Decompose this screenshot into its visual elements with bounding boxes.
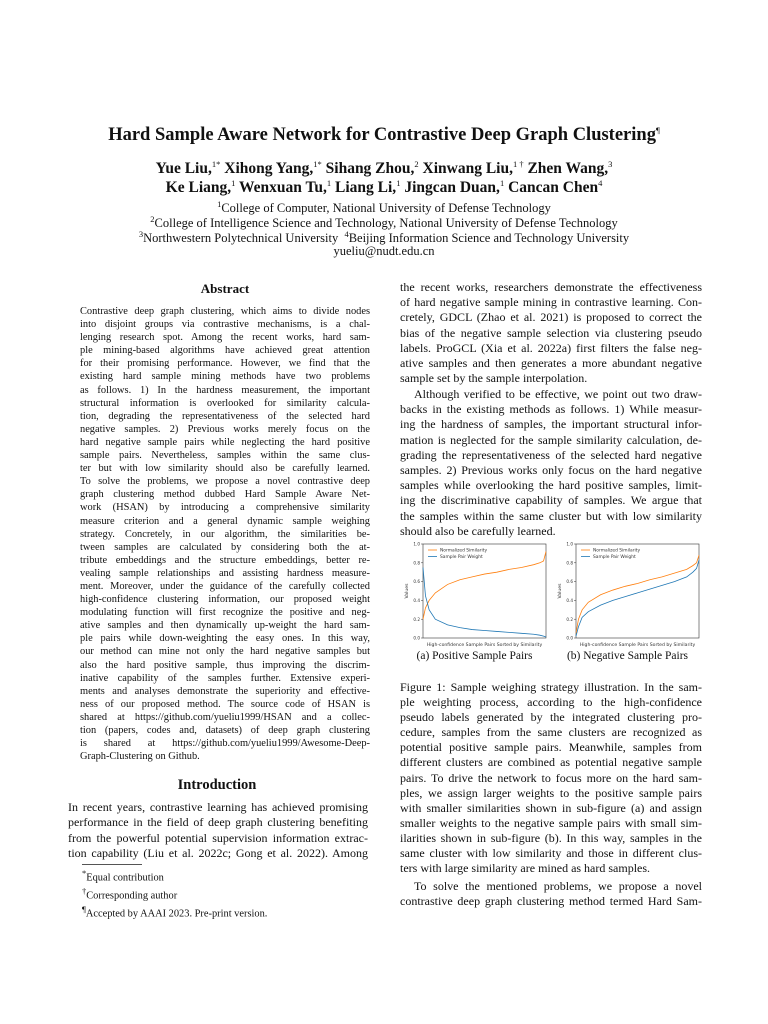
subcaption-b: (b) Negative Sample Pairs xyxy=(566,650,689,662)
text-line: ative samples and then generates a more abundant negative xyxy=(400,356,702,371)
series-line-similarity xyxy=(576,555,699,633)
text-line: Graph-Clustering on Github. xyxy=(80,751,200,763)
author: Jingcan Duan,$^1$ xyxy=(404,178,505,197)
text-line: from the powerful potential supervision information extrac- xyxy=(68,830,368,845)
text-line: tween samples are calculated by considering both the at- xyxy=(80,541,370,553)
author: Liang Li,$^1$ xyxy=(335,178,401,197)
text-line: existing hard sample mining methods have two problems xyxy=(80,371,370,383)
right-column-paragraph-1 xyxy=(400,280,702,386)
text-line: pseudo labels generated by the integrated clustering pro- xyxy=(400,710,702,725)
text-line: Figure 1: Sample weighing strategy illustration. In the sam- xyxy=(400,680,702,694)
text-line: ilarities shown in sub-figure (b). In this way, samples in the xyxy=(400,830,702,845)
text-line: work (HSAN) by introducing a comprehensive similarity xyxy=(80,502,370,514)
text-line: vealing sample relationships and assisting hardness measure- xyxy=(80,567,370,579)
introduction-body xyxy=(68,800,368,862)
text-line: high-confidence clustering information, our proposed weight xyxy=(80,594,370,606)
y-tick-label: 0.6 xyxy=(566,579,573,585)
y-tick-label: 0.8 xyxy=(566,560,573,566)
text-line: hard negative sample pairs while neglecting the hard positive xyxy=(80,436,370,448)
right-column-paragraph-2 xyxy=(400,387,702,539)
figure-1 xyxy=(398,538,704,666)
text-line: sample pairs. Nevertheless, samples within the same clus- xyxy=(80,450,370,462)
text-line: Although verified to be effective, we point out two draw- xyxy=(414,387,702,401)
text-line: pairs. To drive the network to focus more on the hard sam- xyxy=(400,770,702,785)
series-line-weight xyxy=(423,568,546,638)
y-tick-label: 0.2 xyxy=(413,616,420,622)
text-line: shared at https://github.com/yueliu1999/HSAN and a collec- xyxy=(80,711,370,723)
y-tick-label: 0.8 xyxy=(413,560,420,566)
text-line: ples, we assign larger weights to the positive sample pairs xyxy=(400,785,702,800)
y-tick-label: 0.6 xyxy=(413,579,420,585)
text-line: ple mining-based algorithms have achieved great attention xyxy=(80,345,370,357)
y-axis-label: Values xyxy=(405,583,410,599)
author-line-2 xyxy=(0,178,768,197)
text-line: mation is neglected for the sample similarity calculation, de- xyxy=(400,432,702,447)
legend-label: Sample Pair Weight xyxy=(593,555,636,561)
footnote-rule xyxy=(82,864,142,865)
affiliation-2: $^2$College of Intelligence Science and Technology, National University of Defense Technology xyxy=(150,214,618,231)
text-line: as follows. 1) In the hardness measurement, the important xyxy=(80,384,370,396)
y-tick-label: 0.4 xyxy=(566,598,573,603)
text-line: lenging research spot. Among the recent works, hard sam- xyxy=(80,332,370,344)
text-line: cretely, GDCL (Zhao et al. 2021) is proposed to correct the xyxy=(400,310,702,325)
text-line: ative samples and then dynamically up-weight the hard sam- xyxy=(80,620,370,632)
text-line: same cluster with low similarity and those in different clus- xyxy=(400,846,702,861)
legend-label: Normalized Similarity xyxy=(440,548,488,554)
title-text: Hard Sample Aware Network for Contrastive Deep Graph Clustering xyxy=(108,125,656,146)
affiliation-3-4: $^3$Northwestern Polytechnical University $^4$Beijing Information Science and Technology University xyxy=(138,229,630,246)
series-line-similarity xyxy=(423,552,546,620)
footnote: *Equal contribution xyxy=(82,868,164,884)
text-line: performance in the field of deep graph clustering benefiting xyxy=(68,815,368,830)
text-line: different clusters are combined as potential negative sample xyxy=(400,755,702,770)
y-tick-label: 0.2 xyxy=(566,616,573,622)
text-line: with smaller similarities shown in sub-figure (a) and assign xyxy=(400,800,702,815)
text-line: potential positive sample pairs. Meanwhile, samples from xyxy=(400,740,702,755)
text-line: ing the hardness of samples, the important structural infor- xyxy=(400,417,702,432)
text-line: ter but with low similarity should also be carefully learned. xyxy=(80,463,370,475)
author: Wenxuan Tu,$^1$ xyxy=(238,178,332,197)
footnote: ¶Accepted by AAAI 2023. Pre-print version. xyxy=(82,903,268,919)
figure-1-caption xyxy=(400,680,702,876)
text-line: our method can mine not only the hard negative samples but xyxy=(80,646,370,658)
y-tick-label: 0.0 xyxy=(566,635,573,641)
text-line: backs in the existing methods as follows. 1) While measur- xyxy=(400,402,702,417)
text-line: To solve the problems, we propose a novel contrastive deep xyxy=(80,476,370,488)
text-line: tribute embeddings and the structure embeddings, better re- xyxy=(80,554,370,566)
text-line: modulating function will first recognize the positive and neg- xyxy=(80,607,370,619)
text-line: labels. ProGCL (Xia et al. 2022a) first filters the false neg- xyxy=(400,340,702,355)
chart-positive-sample-pairs xyxy=(398,538,551,652)
text-line: into disjoint groups via contrastive mechanisms, is a chal- xyxy=(80,319,370,331)
text-line: inative capability of the samples further. Extensive experi- xyxy=(80,672,370,684)
text-line: of hard negative sample mining in contrastive learning. Con- xyxy=(400,295,702,310)
text-line: contrastive deep graph clustering method termed Hard Sam- xyxy=(400,894,702,909)
author: Yue Liu,$^{1*}$ xyxy=(155,159,221,178)
text-line: tion capability (Liu et al. 2022c; Gong et al. 2022). Among xyxy=(68,846,368,861)
affiliation-1: $^1$College of Computer, National University of Defense Technology xyxy=(217,199,551,216)
text-line: ters with large similarity are mined as hard samples. xyxy=(400,861,651,876)
text-line: tion (papers, codes and, datasets) of deep graph clustering xyxy=(80,725,370,736)
text-line: bias of the negative sample selection via clustering pseudo xyxy=(400,325,702,340)
author: Sihang Zhou,$^2$ xyxy=(325,159,419,178)
chart-negative-sample-pairs xyxy=(551,538,704,652)
text-line: ing the discriminative capability of samples. We argue that xyxy=(400,493,702,508)
text-line: measure criterion and a general dynamic sample weighing xyxy=(80,515,370,527)
title-mark: ¶ xyxy=(655,125,660,135)
text-line: ment. Moreover, under the guidance of the carefully collected xyxy=(80,580,370,592)
legend-label: Normalized Similarity xyxy=(593,548,641,554)
right-column-paragraph-3 xyxy=(400,879,702,909)
footnote: †Corresponding author xyxy=(82,885,178,902)
author-email[interactable]: yueliu@nudt.edu.cn xyxy=(333,244,435,258)
abstract-heading: Abstract xyxy=(200,281,250,296)
text-line: should also be carefully learned. xyxy=(400,523,556,538)
author: Xinwang Liu,$^{1 \dagger}$ xyxy=(422,159,524,178)
text-line: for their promising performance. However, we find that the xyxy=(80,358,370,370)
author: Xihong Yang,$^{1*}$ xyxy=(224,159,322,178)
text-line: graph clustering method dubbed Hard Sample Aware Net- xyxy=(80,489,370,501)
paper-title xyxy=(0,125,768,146)
text-line: grading the representativeness of the selected hard negative xyxy=(400,447,702,462)
text-line: the recent works, researchers demonstrate the effectiveness xyxy=(400,280,702,294)
y-tick-label: 1.0 xyxy=(413,541,420,547)
text-line: samples while overlooking the hard positive samples, limit- xyxy=(400,478,702,493)
text-line: To solve the mentioned problems, we propose a novel xyxy=(414,879,702,893)
x-axis-label: High-confidence Sample Pairs Sorted by Similarity xyxy=(579,643,696,648)
y-tick-label: 0.4 xyxy=(413,598,420,603)
footnotes xyxy=(82,867,372,920)
y-axis-label: Values xyxy=(558,583,563,599)
text-line: ness of our proposed method. The source code of HSAN is xyxy=(80,698,370,710)
subcaption-a: (a) Positive Sample Pairs xyxy=(416,650,533,662)
text-line: negative samples. 2) Previous works merely focus on the xyxy=(80,423,370,435)
text-line: In recent years, contrastive learning has achieved promising xyxy=(68,800,368,814)
text-line: ments and analyses demonstrate the superiority and effective- xyxy=(80,685,370,697)
text-line: Contrastive deep graph clustering, which aims to divide nodes xyxy=(80,306,370,317)
text-line: cedure, samples from the same clusters are recognized as xyxy=(400,725,702,740)
text-line: ple weighting process, according to the high-confidence xyxy=(400,695,702,710)
author: Cancan Chen$^4$ xyxy=(508,178,603,197)
text-line: is shared at https://github.com/yueliu1999/Awesome-Deep- xyxy=(80,738,370,750)
text-line: structural information is overlooked for similarity calcula- xyxy=(80,397,370,409)
text-line: ple pairs while down-weighting the easy ones. In this way, xyxy=(80,633,370,645)
text-line: smaller weights to the negative sample pairs with small sim- xyxy=(400,815,702,830)
author: Ke Liang,$^1$ xyxy=(165,178,236,197)
text-line: sample set by the sample interpolation. xyxy=(400,371,588,386)
abstract-body xyxy=(80,305,370,763)
text-line: tion, degrading the representativeness of the selected hard xyxy=(80,410,370,422)
author: Zhen Wang,$^3$ xyxy=(527,159,613,178)
text-line: strategy. Concretely, in our algorithm, the similarities be- xyxy=(80,528,370,540)
y-tick-label: 1.0 xyxy=(566,541,573,547)
text-line: the samples within the same cluster but with low similarity xyxy=(400,508,702,523)
introduction-heading: Introduction xyxy=(177,777,257,793)
legend-label: Sample Pair Weight xyxy=(440,555,483,561)
author-line-1 xyxy=(0,159,768,178)
text-line: samples. 2) Previous works only focus on the hard negative xyxy=(400,463,702,478)
text-line: also the hard positive sample, thus improving the discrim- xyxy=(80,659,370,671)
x-axis-label: High-confidence Sample Pairs Sorted by Similarity xyxy=(426,643,543,648)
y-tick-label: 0.0 xyxy=(413,635,420,641)
